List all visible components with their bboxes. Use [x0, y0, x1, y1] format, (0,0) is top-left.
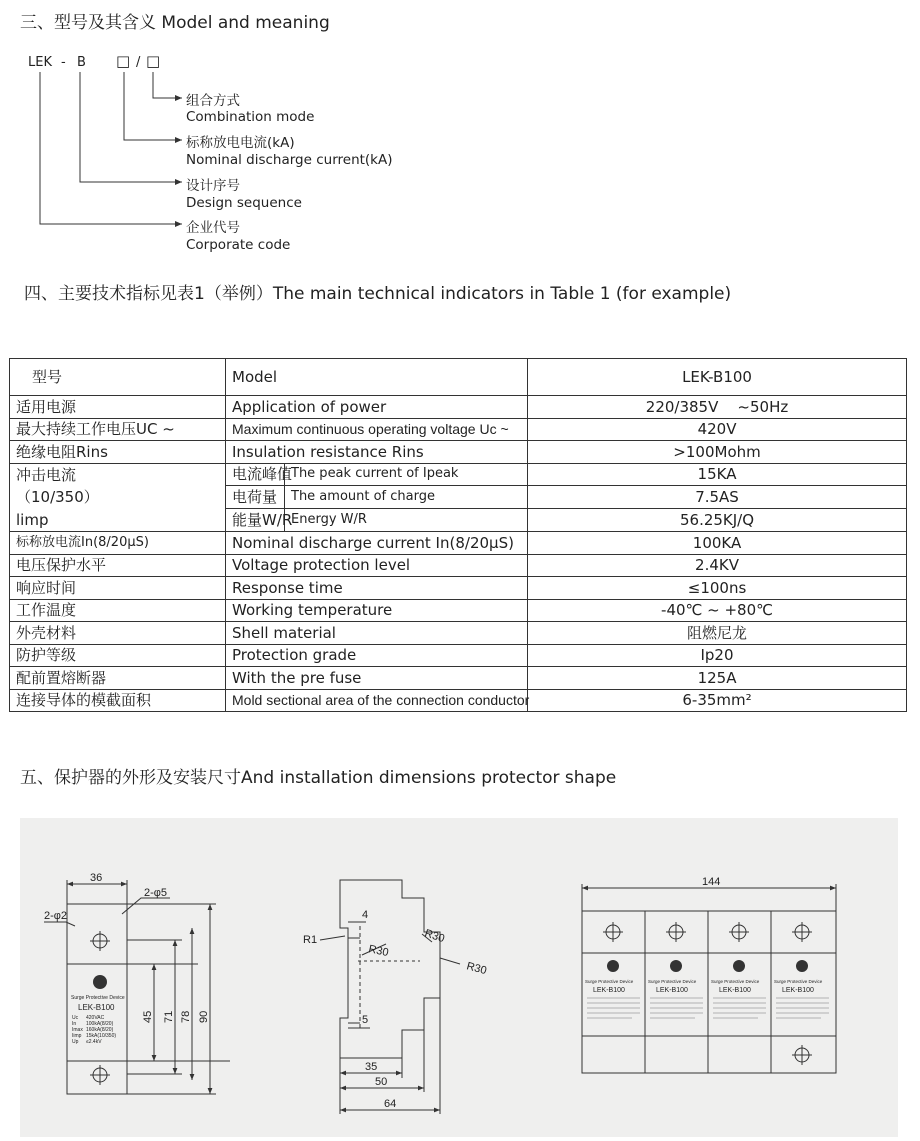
meaning-3-en: Design sequence [186, 195, 302, 211]
row-en: Application of power [226, 396, 528, 419]
dim-90: 90 [198, 1010, 210, 1023]
impulse-label-cell [10, 463, 226, 532]
section3-heading: 三、型号及其含义 Model and meaning [20, 13, 330, 33]
row-en: Maximum continuous operating voltage Uc ~ [226, 418, 528, 441]
row-value: -40℃ ~ +80℃ [528, 599, 907, 622]
row-en: Working temperature [226, 599, 528, 622]
row-cn: 标称放电流In(8/20μS) [10, 532, 226, 555]
impulse-sub-en: Energy W/R [285, 509, 528, 532]
row-value: ≤100ns [528, 577, 907, 600]
label-line-value: 420VAC [86, 1015, 105, 1021]
meaning-1-en: Combination mode [186, 109, 315, 125]
brand-logo-icon [796, 960, 808, 972]
row-value: >100Mohm [528, 441, 907, 464]
row-value: 2.4KV [528, 554, 907, 577]
table-row [10, 689, 907, 712]
row-cn: 响应时间 [10, 577, 226, 600]
dim-side-r30-b: R30 [423, 927, 446, 946]
label-device: Surge Protective Device [71, 995, 125, 1001]
meaning-3-cn: 设计序号 [186, 178, 240, 194]
table-row [10, 441, 907, 464]
impulse-sub-value: 7.5AS [528, 486, 907, 509]
row-value: 125A [528, 667, 907, 690]
table-row [10, 622, 907, 645]
meaning-2-cn: 标称放电电流(kA) [186, 135, 295, 151]
dim-side-r30-c: R30 [465, 960, 488, 978]
row-cn: 适用电源 [10, 396, 226, 419]
model-code-box2: □ [146, 52, 161, 70]
dim-side-50: 50 [375, 1076, 388, 1088]
row-en: Shell material [226, 622, 528, 645]
module-model: LEK-B100 [656, 987, 688, 994]
installation-drawing [20, 818, 898, 1137]
section4-heading: 四、主要技术指标见表1（举例）The main technical indicators in Table 1 (for example) [24, 284, 732, 304]
row-cn: 最大持续工作电压UC ~ [10, 418, 226, 441]
meaning-2-en: Nominal discharge current(kA) [186, 152, 393, 168]
row-value: 220/385V ~50Hz [528, 396, 907, 419]
impulse-sub-value: 15KA [528, 463, 907, 486]
row-cn: 工作温度 [10, 599, 226, 622]
table-row [10, 667, 907, 690]
dim-78: 78 [180, 1010, 192, 1023]
side-view [320, 880, 460, 1114]
label-line-key: Iimp [72, 1033, 82, 1039]
table-row [10, 577, 907, 600]
section5-heading: 五、保护器的外形及安装尺寸And installation dimensions protector shape [20, 768, 617, 788]
table-row [10, 644, 907, 667]
header-model-value: LEK-B100 [528, 359, 907, 396]
label-line-value: 15kA(10/350) [86, 1033, 117, 1039]
brand-logo-icon [607, 960, 619, 972]
table-row [10, 396, 907, 419]
table-row [10, 532, 907, 555]
module-device: Surge Protective Device [774, 979, 823, 984]
dim-45: 45 [142, 1010, 154, 1023]
front-label [71, 995, 125, 1045]
row-value: 100KA [528, 532, 907, 555]
module-device: Surge Protective Device [585, 979, 634, 984]
dim-front-width: 36 [90, 872, 103, 884]
table-row [10, 599, 907, 622]
row-en: Voltage protection level [226, 554, 528, 577]
model-code-box1: □ [116, 52, 131, 70]
model-code-dash: - [61, 55, 66, 70]
model-code-prefix: LEK [28, 55, 52, 70]
module-model: LEK-B100 [719, 987, 751, 994]
row-value: Ip20 [528, 644, 907, 667]
impulse-sub-value: 56.25KJ/Q [528, 509, 907, 532]
row-en: Mold sectional area of the connection conductor [226, 689, 528, 712]
spec-table [9, 358, 907, 712]
dim-assembly-width: 144 [702, 876, 721, 888]
label-line-value: ≤2.4kV [86, 1039, 102, 1045]
impulse-sub-en: The peak current of Ipeak [285, 463, 528, 486]
dim-side-64: 64 [384, 1098, 397, 1110]
row-cn: 电压保护水平 [10, 554, 226, 577]
row-value: 6-35mm² [528, 689, 907, 712]
impulse-label-3: limp [16, 510, 49, 529]
meaning-1-cn: 组合方式 [186, 93, 240, 109]
table-row [10, 418, 907, 441]
impulse-sub-en: The amount of charge [285, 486, 528, 509]
brand-logo-icon [733, 960, 745, 972]
label-line-key: Imax [72, 1027, 83, 1033]
label-line-key: In [72, 1021, 77, 1027]
model-code-letter: B [77, 55, 86, 70]
table-row [10, 463, 907, 486]
module-model: LEK-B100 [593, 987, 625, 994]
row-en: Nominal discharge current In(8/20μS) [226, 532, 528, 555]
row-en: With the pre fuse [226, 667, 528, 690]
row-cn: 防护等级 [10, 644, 226, 667]
dim-71: 71 [163, 1010, 175, 1023]
dim-side-r30-a: R30 [367, 943, 390, 960]
row-cn: 连接导体的模截面积 [10, 689, 226, 712]
dim-side-4: 4 [362, 909, 369, 921]
table-row [10, 554, 907, 577]
brand-logo-icon [93, 975, 107, 989]
label-line-key: Up [72, 1039, 79, 1045]
header-cn: 型号 [10, 359, 226, 396]
row-value: 420V [528, 418, 907, 441]
model-code-lines [0, 0, 200, 240]
logo-marks [93, 960, 808, 989]
row-en: Insulation resistance Rins [226, 441, 528, 464]
front-view [44, 880, 230, 1094]
label-line-key: Uc [72, 1015, 79, 1021]
row-cn: 外壳材料 [10, 622, 226, 645]
brand-logo-icon [670, 960, 682, 972]
row-value: 阻燃尼龙 [528, 622, 907, 645]
dim-hole-small: 2-φ2 [44, 910, 68, 922]
module-device: Surge Protective Device [711, 979, 760, 984]
table-header-row [10, 359, 907, 396]
meaning-4-cn: 企业代号 [186, 220, 240, 236]
row-en: Response time [226, 577, 528, 600]
row-cn: 配前置熔断器 [10, 667, 226, 690]
header-en: Model [226, 359, 528, 396]
meaning-4-en: Corporate code [186, 237, 291, 253]
dimension-drawing-svg [20, 818, 898, 1137]
module-device: Surge Protective Device [648, 979, 697, 984]
dim-side-35: 35 [365, 1061, 378, 1073]
impulse-label-1: 冲击电流 [16, 465, 77, 484]
module-model: LEK-B100 [782, 987, 814, 994]
label-line-value: 160kA(8/20) [86, 1027, 114, 1033]
impulse-label-2: （10/350） [16, 488, 99, 506]
impulse-sub-cn: 电流峰值 [226, 463, 285, 486]
label-model: LEK-B100 [78, 1003, 115, 1012]
assembly-labels [585, 979, 823, 994]
dim-side-5: 5 [362, 1014, 369, 1026]
row-cn: 绝缘电阻Rins [10, 441, 226, 464]
label-line-value: 100kA(8/20) [86, 1021, 114, 1027]
model-code-slash: / [136, 55, 141, 70]
impulse-sub-cn: 能量W/R [226, 509, 285, 532]
row-en: Protection grade [226, 644, 528, 667]
dim-side-r1: R1 [303, 934, 318, 946]
dim-hole-big: 2-φ5 [144, 887, 168, 899]
impulse-sub-cn: 电荷量 [226, 486, 285, 509]
side-body-outline [340, 880, 440, 1058]
